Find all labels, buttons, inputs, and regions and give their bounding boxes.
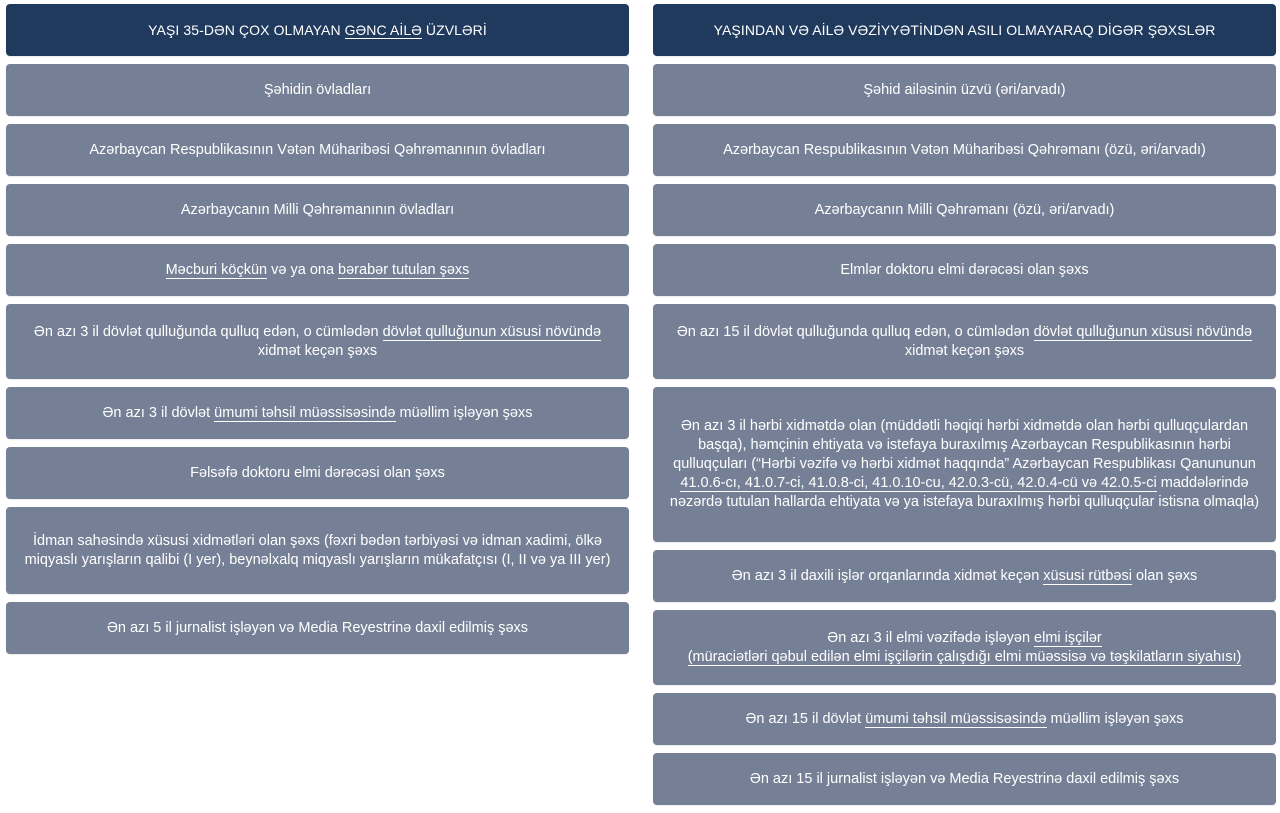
left-column (6, 4, 629, 662)
item-text-segment: Şəhid ailəsinin üzvü (əri/arvadı) (863, 81, 1066, 98)
left-header-post: ÜZVLƏRİ (421, 21, 487, 38)
item-text-segment: Ən azı 15 il dövlət (745, 710, 866, 727)
young-family-link[interactable]: GƏNC AİLƏ (344, 21, 422, 38)
item-text-segment: Azərbaycanın Milli Qəhrəmanının övladları (180, 201, 455, 218)
item-link[interactable]: bərabər tutulan şəxs (338, 261, 470, 278)
left-item-text (89, 141, 545, 160)
item-text-segment: xidmət keçən şəxs (257, 342, 378, 359)
item-text-segment: Ən azı 5 il jurnalist işləyən və Media Reyestrinə daxil edilmiş şəxs (106, 619, 529, 636)
right-item-card (653, 693, 1276, 745)
right-column (653, 4, 1276, 813)
item-text-segment: olan şəxs (1131, 567, 1198, 584)
item-text-segment: Azərbaycan Respublikasının Vətən Müharibəsi Qəhrəmanı (özü, əri/arvadı) (723, 141, 1206, 158)
item-text-segment: Azərbaycan Respublikasının Vətən Müharibəsi Qəhrəmanının övladları (89, 141, 546, 158)
left-item-text (20, 323, 615, 361)
item-text-segment: Ən azı 15 il jurnalist işləyən və Media Reyestrinə daxil edilmiş şəxs (749, 770, 1180, 787)
item-link[interactable]: 41.0.6-cı, 41.0.7-ci, 41.0.8-ci, 41.0.10-cu, 42.0.3-cü, 42.0.4-cü və 42.0.5-ci (680, 475, 1157, 491)
right-item-card (653, 184, 1276, 236)
item-link[interactable]: elmi işçilər (1034, 629, 1102, 646)
item-text-segment: Şəhidin övladları (263, 81, 372, 98)
item-link[interactable]: Məcburi köçkün (165, 261, 268, 278)
left-item-text (103, 404, 533, 423)
left-item-text (20, 532, 615, 570)
item-link[interactable]: (müraciətləri qəbul edilən elmi işçilərin çalışdığı elmi müəssisə və təşkilatların siyahısı) (687, 648, 1242, 665)
item-text-segment: Ən azı 3 il dövlət qulluğunda qulluq edən, o cümlədən (33, 323, 383, 340)
left-item-text (181, 201, 454, 220)
left-column-header (6, 4, 629, 56)
left-items-list (6, 64, 629, 654)
right-item-text (815, 201, 1115, 220)
right-items-list (653, 64, 1276, 805)
right-item-card (653, 124, 1276, 176)
item-text-segment: xidmət keçən şəxs (904, 342, 1025, 359)
left-item-card (6, 507, 629, 594)
item-link[interactable]: ümumi təhsil müəssisəsində (214, 404, 396, 421)
item-text-segment: müəllim işləyən şəxs (395, 404, 533, 421)
item-text-segment: Ən azı 3 il dövlət (102, 404, 215, 421)
right-item-text (667, 323, 1262, 361)
left-item-text (190, 464, 445, 483)
right-item-card (653, 304, 1276, 379)
right-item-text (723, 141, 1206, 160)
right-item-card (653, 753, 1276, 805)
item-text-segment: Azərbaycanın Milli Qəhrəmanı (özü, əri/arvadı) (814, 201, 1115, 218)
item-text-segment: Elmlər doktoru elmi dərəcəsi olan şəxs (840, 261, 1089, 278)
item-text-segment: Ən azı 3 il hərbi xidmətdə olan (müddətli həqiqi hərbi xidmətdə olan hərbi qulluqçulardan başqa), həmçinin ehtiyata və istefaya buraxılmış Azərbaycan Respublikasının hərbi qulluqçuları (“Hərbi vəzifə və hərbi xidmət haqqında” Azərbaycan Respublikası Qanununun (673, 418, 1256, 472)
item-text-segment: Ən azı 3 il elmi vəzifədə işləyən (827, 629, 1035, 646)
right-item-text (667, 417, 1262, 512)
right-item-text (688, 629, 1242, 667)
left-item-card (6, 64, 629, 116)
item-link[interactable]: dövlət qulluğunun xüsusi növündə (1033, 323, 1253, 340)
left-item-card (6, 124, 629, 176)
right-item-card (653, 610, 1276, 685)
right-column-header (653, 4, 1276, 56)
left-item-card (6, 244, 629, 296)
left-header-pre: YAŞI 35-DƏN ÇOX OLMAYAN (148, 21, 345, 38)
item-link[interactable]: dövlət qulluğunun xüsusi növündə (382, 323, 602, 340)
item-text-segment: Ən azı 3 il daxili işlər orqanlarında xidmət keçən (731, 567, 1044, 584)
left-item-card (6, 184, 629, 236)
right-item-text (863, 81, 1065, 100)
left-item-card (6, 447, 629, 499)
right-item-card (653, 64, 1276, 116)
right-item-text (840, 261, 1088, 280)
left-item-card (6, 387, 629, 439)
left-item-text (264, 81, 371, 100)
right-item-card (653, 244, 1276, 296)
item-link[interactable]: xüsusi rütbəsi (1043, 567, 1132, 584)
left-item-card (6, 602, 629, 654)
left-item-text (107, 619, 528, 638)
item-text-segment: maddələrində nəzərdə tutulan hallarda ehtiyata və ya istefaya buraxılmış hərbi qulluqçular istisna olmaqla) (669, 475, 1260, 510)
item-text-segment: və ya ona (267, 261, 339, 278)
item-text-segment: Ən azı 15 il dövlət qulluğunda qulluq edən, o cümlədən (676, 323, 1034, 340)
left-item-text (166, 261, 470, 280)
right-item-text (732, 567, 1197, 586)
right-item-card (653, 387, 1276, 542)
right-item-card (653, 550, 1276, 602)
right-item-text (750, 770, 1179, 789)
left-item-card (6, 304, 629, 379)
right-header-text: YAŞINDAN VƏ AİLƏ VƏZİYYƏTİNDƏN ASILI OLMAYARAQ DİGƏR ŞƏXSLƏR (713, 21, 1216, 38)
item-text-segment: müəllim işləyən şəxs (1046, 710, 1184, 727)
item-text-segment: Fəlsəfə doktoru elmi dərəcəsi olan şəxs (190, 464, 445, 481)
item-link[interactable]: ümumi təhsil müəssisəsində (865, 710, 1047, 727)
right-item-text (745, 710, 1183, 729)
item-text-segment: İdman sahəsində xüsusi xidmətləri olan şəxs (fəxri bədən tərbiyəsi və idman xadimi, ölkə miqyaslı yarışların qalibi (I yer), beynəlxalq miqyaslı yarışların mükafatçısı (I, II və ya III yer) (24, 532, 611, 568)
